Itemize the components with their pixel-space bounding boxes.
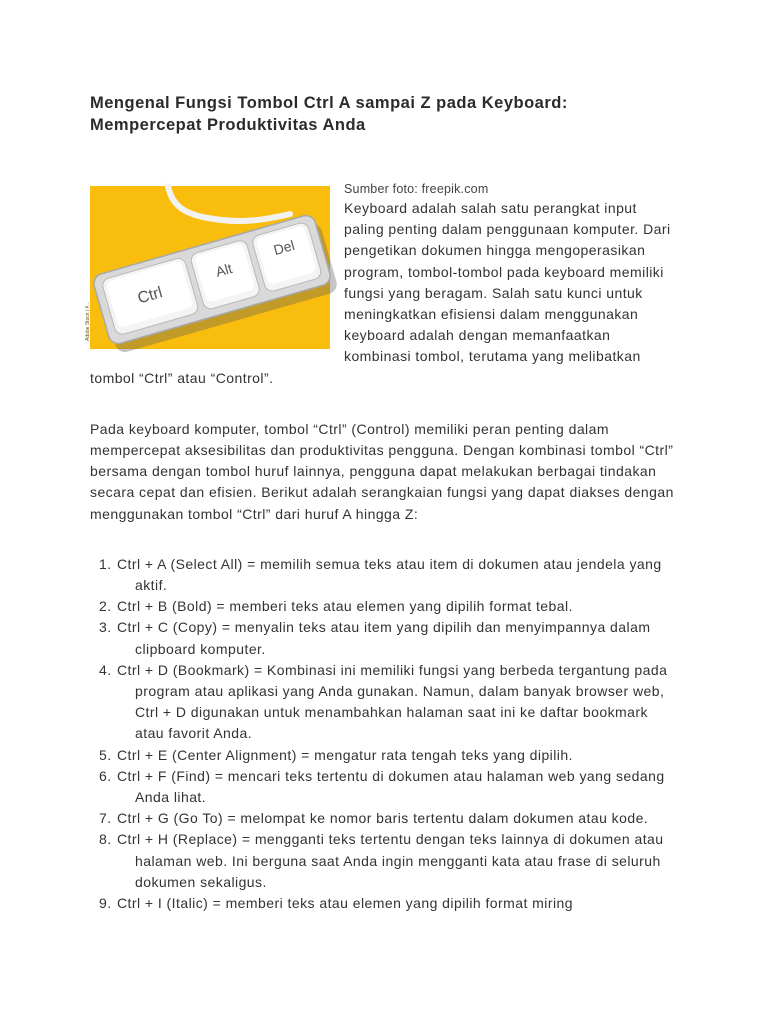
del-key-label: Del: [271, 236, 297, 259]
list-item-text: Ctrl + G (Go To) = melompat ke nomor baris tertentu dalam dokumen atau kode.: [117, 810, 649, 827]
ctrl-alt-del-illustration: [90, 186, 330, 349]
list-item-text: Ctrl + H (Replace) = mengganti teks tertentu dengan teks lainnya di dokumen atau halaman web. Ini berguna saat Anda ingin mengganti kata atau frase di seluruh dokumen sekaligus.: [117, 831, 664, 890]
paragraph-ctrl-role: Pada keyboard komputer, tombol “Ctrl” (Control) memiliki peran penting dalam mempercepat aksesibilitas dan produktivitas pengguna. Dengan kombinasi tombol “Ctrl” bersama dengan tombol huruf lainnya, pengguna dapat melakukan berbagai tindakan secara cepat dan efisien. Berikut adalah serangkaian fungsi yang dapat diakses dengan menggunakan tombol “Ctrl” dari huruf A hingga Z:: [90, 420, 674, 522]
list-item: 4. Ctrl + D (Bookmark) = Kombinasi ini memiliki fungsi yang berbeda tergantung pada program atau aplikasi yang Anda gunakan. Namun, dalam banyak browser web, Ctrl + D digunakan untuk menambahkan halaman saat ini ke daftar bookmark atau favorit Anda.: [99, 661, 668, 742]
list-item: 2. Ctrl + B (Bold) = memberi teks atau elemen yang dipilih format tebal.: [99, 598, 573, 615]
title-line-2: Mempercepat Produktivitas Anda: [90, 116, 366, 134]
list-item: 3. Ctrl + C (Copy) = menyalin teks atau item yang dipilih dan menyimpannya dalam clipboard komputer.: [99, 619, 651, 657]
list-item-text: Ctrl + C (Copy) = menyalin teks atau item yang dipilih dan menyimpannya dalam clipboard komputer.: [117, 619, 651, 657]
list-item-text: Ctrl + I (Italic) = memberi teks atau elemen yang dipilih format miring: [117, 895, 573, 912]
image-credit: Adobe Stock | #...: [85, 301, 91, 341]
list-item: 9. Ctrl + I (Italic) = memberi teks atau elemen yang dipilih format miring: [99, 895, 573, 912]
keyboard-keys-image: [85, 186, 330, 349]
list-item: 6. Ctrl + F (Find) = mencari teks tertentu di dokumen atau halaman web yang sedang Anda lihat.: [99, 767, 665, 806]
paragraph-intro: Keyboard adalah salah satu perangkat input paling penting dalam penggunaan komputer. Dari pengetikan dokumen hingga mengoperasikan program, tombol-tombol pada keyboard memiliki fungsi yang beragam. Salah satu kunci untuk meningkatkan efisiensi dalam menggunakan keyboard adalah dengan memanfaatkan kombinasi tombol, terutama yang melibatkan tombol “Ctrl” atau “Control”.: [90, 200, 671, 386]
ctrl-shortcut-list: [90, 554, 680, 914]
ctrl-key-label: Ctrl: [135, 284, 165, 308]
intro-section: [85, 180, 680, 389]
title-line-1: Mengenal Fungsi Tombol Ctrl A sampai Z pada Keyboard:: [90, 94, 568, 112]
alt-key-label: Alt: [213, 260, 234, 280]
list-item-text: Ctrl + F (Find) = mencari teks tertentu di dokumen atau halaman web yang sedang Anda lihat.: [117, 767, 665, 806]
list-item-text: Ctrl + E (Center Alignment) = mengatur rata tengah teks yang dipilih.: [117, 746, 573, 763]
list-item: 5. Ctrl + E (Center Alignment) = mengatur rata tengah teks yang dipilih.: [99, 746, 573, 763]
article: [85, 92, 680, 914]
list-item-text: Ctrl + A (Select All) = memilih semua teks atau item di dokumen atau jendela yang aktif.: [117, 555, 662, 594]
list-item-text: Ctrl + D (Bookmark) = Kombinasi ini memiliki fungsi yang berbeda tergantung pada program atau aplikasi yang Anda gunakan. Namun, dalam banyak browser web, Ctrl + D digunakan untuk menambahkan halaman saat ini ke daftar bookmark atau favorit Anda.: [117, 661, 668, 742]
list-item: 1. Ctrl + A (Select All) = memilih semua teks atau item di dokumen atau jendela yang aktif.: [99, 555, 662, 594]
article-title: [90, 92, 680, 136]
image-caption: Sumber foto: freepik.com: [344, 182, 489, 196]
list-item-text: Ctrl + B (Bold) = memberi teks atau elemen yang dipilih format tebal.: [117, 598, 573, 615]
list-item: 7. Ctrl + G (Go To) = melompat ke nomor baris tertentu dalam dokumen atau kode.: [99, 810, 649, 827]
list-item: 8. Ctrl + H (Replace) = mengganti teks tertentu dengan teks lainnya di dokumen atau halaman web. Ini berguna saat Anda ingin mengganti kata atau frase di seluruh dokumen sekaligus.: [99, 831, 664, 890]
